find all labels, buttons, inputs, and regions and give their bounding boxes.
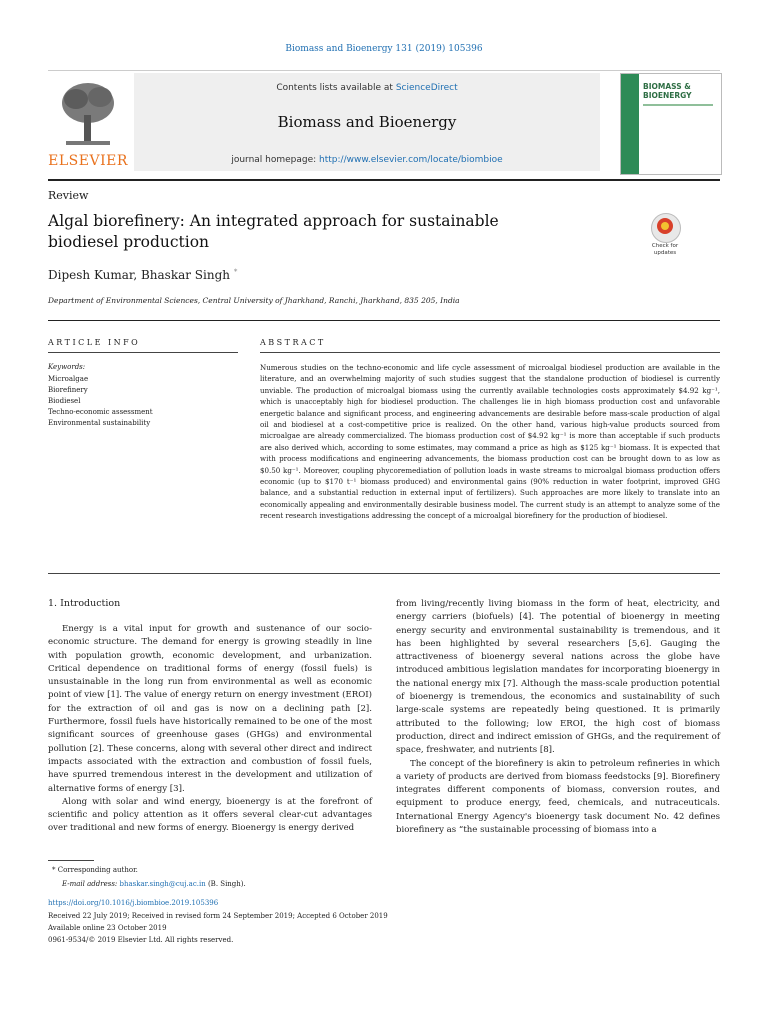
authors: Dipesh Kumar, Bhaskar Singh (48, 268, 230, 282)
keyword: Environmental sustainability (48, 419, 151, 427)
keywords-heading: Keywords: (48, 363, 86, 371)
homepage-prefix: journal homepage: (231, 155, 320, 165)
check-for-updates-badge[interactable] (645, 213, 685, 263)
sciencedirect-link[interactable]: ScienceDirect (395, 83, 458, 93)
abstract-heading: ABSTRACT (260, 338, 326, 347)
body-column-right (396, 598, 720, 837)
tree-icon (60, 81, 116, 147)
email-footnote (62, 880, 246, 888)
article-title: Algal biorefinery: An integrated approach for sustainable biodiesel production (48, 212, 499, 251)
cover-stripe (643, 104, 713, 106)
email-label: E-mail address: (62, 880, 120, 888)
cover-title-line-2: BIOENERGY (643, 91, 692, 100)
paragraph: The concept of the biorefinery is akin to petroleum refineries in which a variety of products are derived from biomass feedstocks [9]. Biorefinery integrates different components of biomass, conversion routes, and equipment to produce energy, feed, chemicals, and nutraceuticals. International Energy Agency's bioenergy task document No. 42 defines biorefinery as “the sustainable processing of biomass into a (396, 758, 720, 836)
abstract-rule (260, 352, 720, 353)
footnote-rule (48, 860, 94, 861)
article-info-heading: ARTICLE INFO (48, 338, 141, 347)
cover-band (621, 74, 639, 174)
keyword: Techno-economic assessment (48, 408, 153, 416)
email-suffix: (B. Singh). (205, 880, 246, 888)
running-head[interactable]: Biomass and Bioenergy 131 (2019) 105396 (285, 44, 483, 54)
publisher-name: ELSEVIER (48, 153, 128, 169)
online-date: Available online 23 October 2019 (48, 924, 167, 932)
paragraph: Along with solar and wind energy, bioenergy is at the forefront of scientific and policy attention as it offers several clear-cut advantages over traditional and new forms of energy. Bioenergy is energy derived (48, 796, 372, 834)
journal-info-box (134, 73, 600, 171)
doi-link[interactable]: https://doi.org/10.1016/j.biombioe.2019.105396 (48, 899, 219, 907)
copyright: 0961-9534/© 2019 Elsevier Ltd. All rights reserved. (48, 936, 234, 944)
body-column-left (48, 623, 372, 836)
keywords-list (48, 374, 153, 429)
cover-title-line-1: BIOMASS & (643, 82, 691, 91)
history-dates: Received 22 July 2019; Received in revised form 24 September 2019; Accepted 6 October 2019 (48, 912, 388, 920)
keyword: Microalgae (48, 375, 89, 383)
keyword: Biorefinery (48, 386, 88, 394)
elsevier-logo[interactable] (48, 77, 128, 169)
contents-line (134, 83, 600, 93)
keyword: Biodiesel (48, 397, 81, 405)
badge-text (645, 243, 685, 257)
email-link[interactable]: bhaskar.singh@cuj.ac.in (119, 880, 206, 888)
abstract-divider (48, 573, 720, 574)
article-type: Review (48, 189, 89, 202)
badge-text-line-1: Check for (651, 243, 679, 249)
paragraph: from living/recently living biomass in the form of heat, electricity, and energy carriers (biofuels) [4]. The potential of bioenergy in meeting energy security and environmental sustainability is tremendous, and it has been highlighted by several researchers [5,6]. Gauging the attractiveness of bioenergy several nations across the globe have introduced ambitious legislation mandates for incorporating bioenergy in the national energy mix [7]. Although the mass-scale production potential of bioenergy is tremendous, the economics and sustainability of such large-scale systems are repeatedly being questioned. It is primarily attributed to the following; low EROI, the high cost of biomass production, direct and indirect emission of GHGs, and the requirement of space, freshwater, and nutrients [8]. (396, 599, 720, 756)
homepage-line (134, 155, 600, 165)
cover-title (643, 82, 692, 100)
homepage-link[interactable]: http://www.elsevier.com/locate/biombioe (319, 155, 503, 165)
abstract-text: Numerous studies on the techno-economic and life cycle assessment of microalgal biodiesel production are available in the literature, and an overwhelming majority of such studies suggest that the standalone production of biodiesel is currently unviable. The production of microalgal biomass using the currently available technologies costs approximately $4.92 kg⁻¹, which is unacceptably high for biodiesel production. The challenges lie in high biomass production cost and unfavorable energetic balance and significant process, and engineering advancements are desirable before mass-scale production of algal oil and biodiesel at a cost-competitive price is realized. On the other hand, various high-value products sourced from microalgae are already commercialized. The biomass production cost of $4.92 kg⁻¹ is more than acceptable if such products are also derived which, according to some estimates, may command a price as high as $125 kg⁻¹ biomass. It is expected that with process modifications and engineering advancements, the biomass production cost can be brought down to as low as $0.50 kg⁻¹. Moreover, coupling phycoremediation of pollution loads in waste streams to microalgal biomass production offers economic (up to $170 t⁻¹ biomass produced) and environmental gains (90% reduction in water footprint, improved GHG balance, and a substantial reduction in external input of fertilizers). Such approaches are more likely to translate into an economically appealing and environmentally desirable business model. The current study is an attempt to analyze some of the recent research investigations addressing the concept of a microalgal biorefinery for the production of biodiesel. (260, 363, 720, 521)
affiliation: Department of Environmental Sciences, Central University of Jharkhand, Ranchi, Jharkhand, 835 205, India (48, 296, 460, 305)
corresponding-author-mark[interactable]: * (233, 268, 238, 276)
journal-masthead (48, 70, 720, 181)
contents-prefix: Contents lists available at (276, 83, 396, 93)
journal-name: Biomass and Bioenergy (277, 113, 457, 131)
author-list (48, 268, 237, 282)
corresponding-author-note: * Corresponding author. (52, 866, 138, 874)
header-divider (48, 320, 720, 321)
badge-text-line-2: updates (653, 250, 677, 256)
crossmark-icon (657, 218, 673, 234)
journal-cover-thumbnail[interactable] (620, 73, 722, 175)
section-heading-introduction: 1. Introduction (48, 598, 121, 609)
paragraph: Energy is a vital input for growth and sustenance of our socio-economic structure. The demand for energy is growing steadily in line with population growth, economic development, and urbanization. Critical dependence on traditional forms of energy (fossil fuels) is unsustainable in the long run from environmental as well as economic point of view [1]. The value of energy return on energy investment (EROI) for the extraction of oil and gas is now on a declining path [2]. Furthermore, fossil fuels have historically remained to be one of the most significant sources of greenhouse gases (GHGs) and environmental pollution [2]. These concerns, along with several other direct and indirect impacts associated with the extraction and combustion of fossil fuels, have spurred tremendous interest in the development and utilization of alternative forms of energy [3]. (48, 624, 372, 794)
article-info-rule (48, 352, 238, 353)
